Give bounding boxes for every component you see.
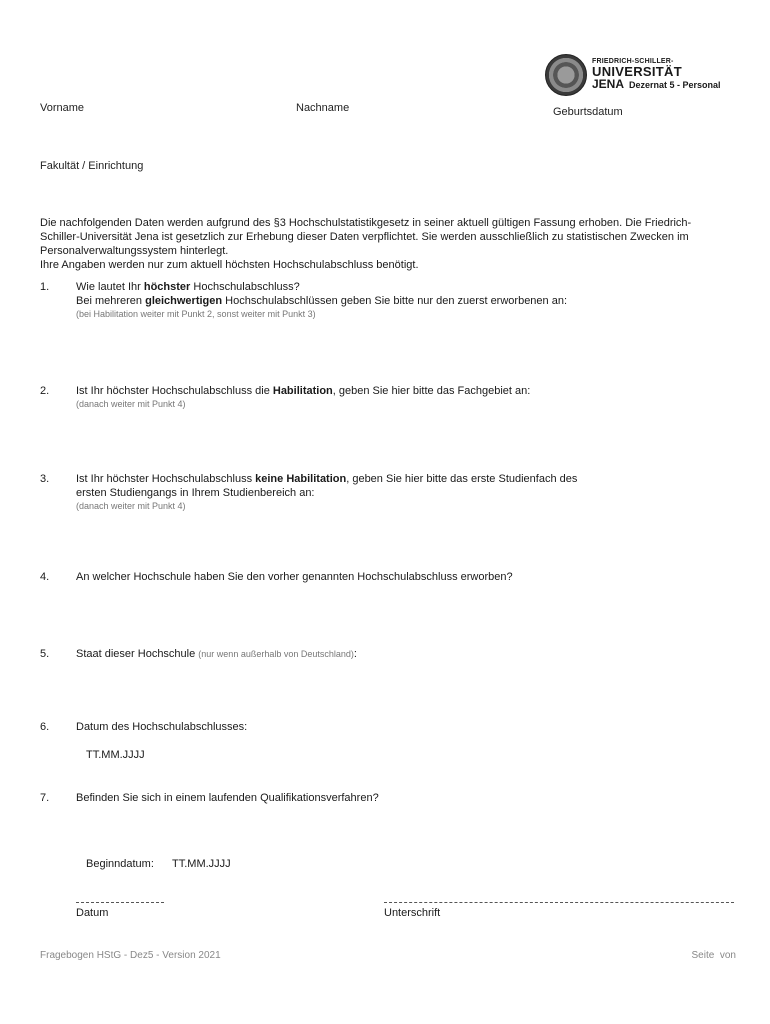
footer-version: Fragebogen HStG - Dez5 - Version 2021 (40, 950, 221, 961)
q5-colon: : (353, 648, 357, 660)
question-number: 5. (40, 648, 50, 660)
signature-line (384, 902, 734, 903)
university-seal-icon (545, 54, 587, 96)
logo-line3: JENA (592, 77, 625, 91)
q1-hint: (bei Habilitation weiter mit Punkt 2, sonst weiter mit Punkt 3) (76, 309, 316, 319)
department-label: Dezernat 5 - Personal (629, 80, 721, 90)
q2-emphasis: Habilitation (272, 385, 333, 397)
logo-line1: FRIEDRICH-SCHILLER- (592, 58, 674, 65)
q3-text-part: Ist Ihr höchster Hochschulabschluss (76, 473, 256, 485)
q1-text-part: Hochschulabschlüssen geben Sie bitte nur den zuerst erworbenen an: (222, 295, 568, 307)
q3-answer-field[interactable] (76, 514, 736, 564)
intro-line: Personalverwaltungssystem hinterlegt. (40, 245, 229, 257)
q6-date-field[interactable]: TT.MM.JJJJ (86, 749, 145, 761)
date-signature-line (76, 902, 164, 903)
university-logo (592, 58, 721, 91)
question-2 (76, 384, 736, 410)
signature-label: Unterschrift (384, 907, 441, 919)
footer-page-number: Seite von (691, 950, 736, 961)
question-4: An welcher Hochschule haben Sie den vorher genannten Hochschulabschluss erworben? (76, 571, 513, 583)
q2-answer-field[interactable] (76, 412, 736, 462)
question-number: 7. (40, 792, 50, 804)
question-7: Befinden Sie sich in einem laufenden Qualifikationsverfahren? (76, 792, 379, 804)
q5-answer-field[interactable] (76, 666, 736, 712)
question-number: 2. (40, 385, 50, 397)
question-number: 1. (40, 281, 50, 293)
question-number: 3. (40, 473, 50, 485)
first-name-label: Vorname (40, 102, 85, 114)
intro-line: Die nachfolgenden Daten werden aufgrund des §3 Hochschulstatistikgesetz in seiner aktuell gültigen Fassung erhoben. Die Friedrich- (40, 217, 692, 229)
q3-emphasis: keine Habilitation (255, 473, 347, 485)
q4-answer-field[interactable] (76, 590, 736, 640)
q2-text-part: , geben Sie hier bitte das Fachgebiet an: (332, 385, 531, 397)
q3-hint: (danach weiter mit Punkt 4) (76, 501, 186, 511)
question-number: 6. (40, 721, 50, 733)
start-date-label: Beginndatum: (86, 858, 154, 870)
intro-line: Ihre Angaben werden nur zum aktuell höchsten Hochschulabschluss benötigt. (40, 259, 419, 271)
question-3 (76, 472, 736, 512)
logo-line2: UNIVERSITÄT (592, 64, 682, 79)
q1-answer-field[interactable] (76, 322, 736, 372)
last-name-label: Nachname (296, 102, 350, 114)
q5-text: Staat dieser Hochschule (76, 648, 196, 660)
q1-text-part: Wie lautet Ihr (76, 281, 144, 293)
q7-answer-field[interactable] (76, 810, 736, 850)
q1-text-part: Bei mehreren (76, 295, 146, 307)
q7-date-field[interactable]: TT.MM.JJJJ (172, 858, 231, 870)
intro-text (40, 216, 740, 272)
q2-text-part: Ist Ihr höchster Hochschulabschluss die (76, 385, 273, 397)
q2-hint: (danach weiter mit Punkt 4) (76, 399, 186, 409)
q3-text-part: , geben Sie hier bitte das erste Studienfach des (346, 473, 578, 485)
q1-emphasis: gleichwertigen (145, 295, 223, 307)
question-1 (76, 280, 736, 320)
q3-text-line2: ersten Studiengangs in Ihrem Studienbereich an: (76, 487, 315, 499)
question-number: 4. (40, 571, 50, 583)
faculty-label: Fakultät / Einrichtung (40, 160, 144, 172)
q5-hint: (nur wenn außerhalb von Deutschland) (198, 649, 354, 659)
intro-line: Schiller-Universität Jena ist gesetzlich zur Erhebung dieser Daten verpflichtet. Sie werden ausschließlich zu statistischen Zwecken im (40, 231, 689, 243)
question-5 (76, 647, 736, 661)
question-6: Datum des Hochschulabschlusses: (76, 721, 248, 733)
date-label: Datum (76, 907, 109, 919)
birth-date-label: Geburtsdatum (553, 106, 623, 118)
q1-text-part: Hochschulabschluss? (190, 281, 300, 293)
q1-emphasis: höchster (143, 281, 191, 293)
